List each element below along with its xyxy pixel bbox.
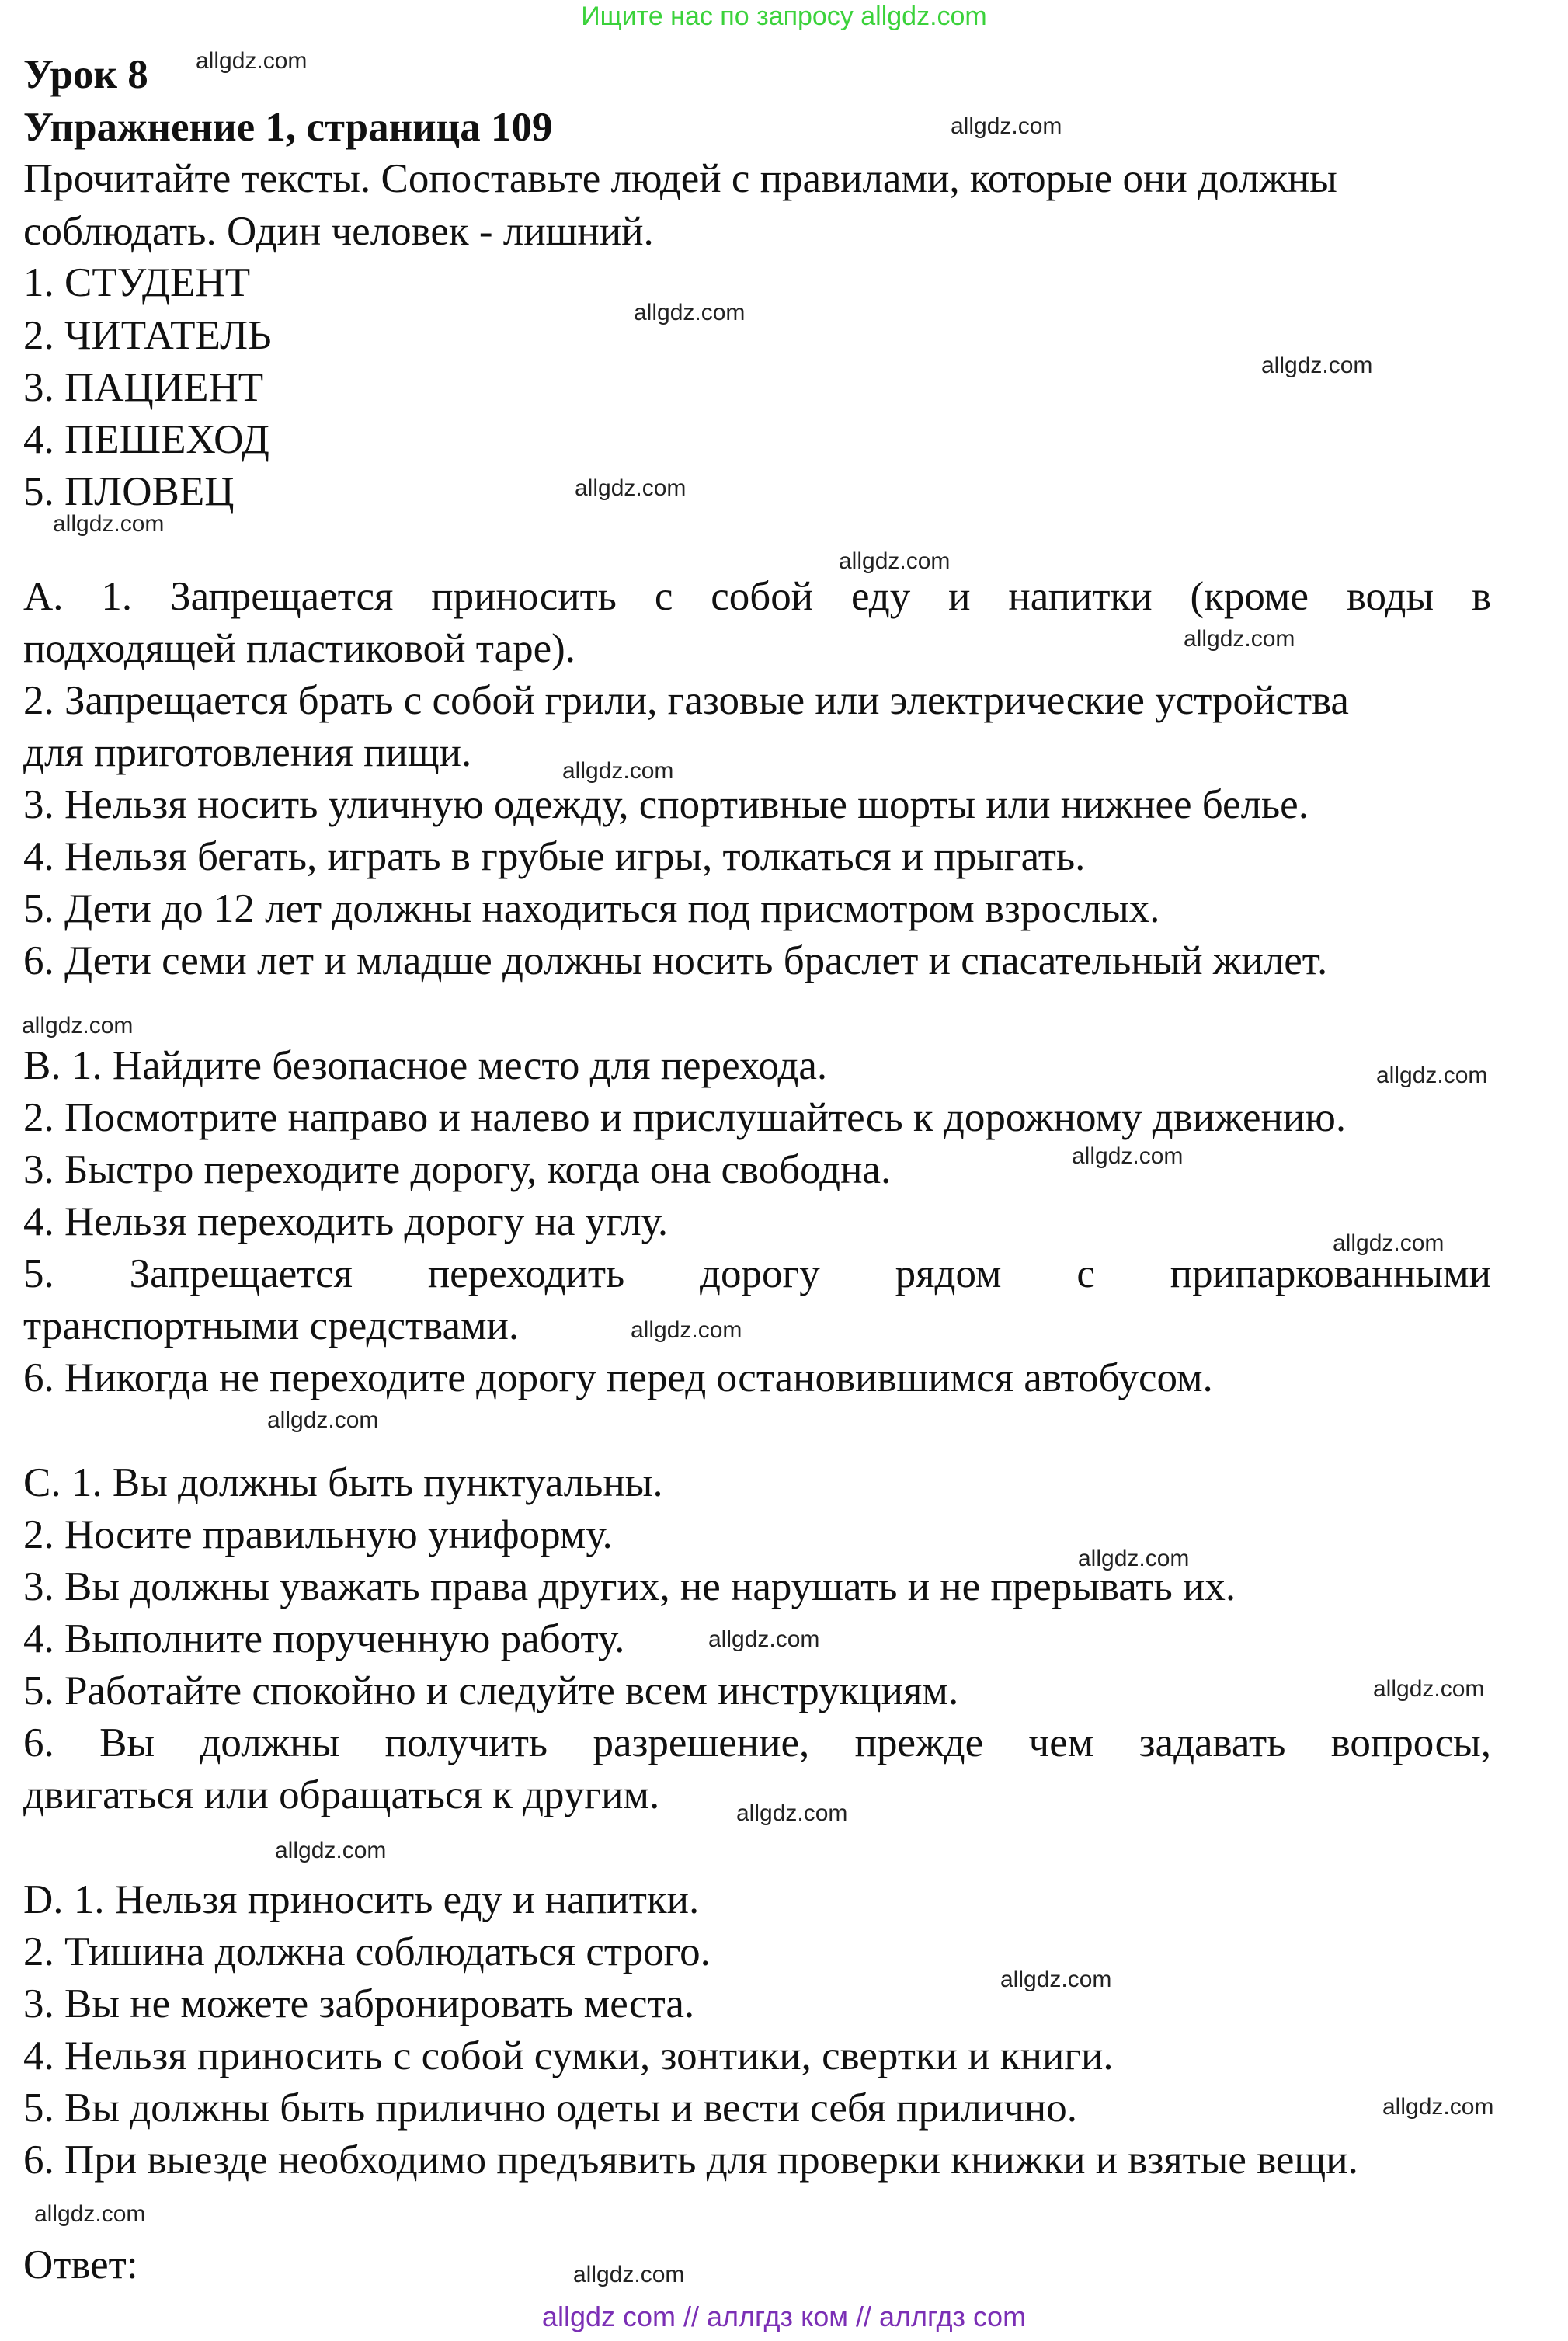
section-a-line: 4. Нельзя бегать, играть в грубые игры, толкаться и прыгать. — [23, 834, 1086, 879]
watermark: allgdz.com — [196, 48, 308, 74]
section-a-line: A. 1. Запрещается приносить с собой еду и напитки (кроме воды в — [23, 574, 1491, 619]
section-a-line: 2. Запрещается брать с собой грили, газовые или электрические устройства — [23, 678, 1349, 723]
section-a-line: 5. Дети до 12 лет должны находиться под присмотром взрослых. — [23, 886, 1160, 931]
top-link[interactable]: Ищите нас по запросу allgdz.com — [581, 2, 987, 31]
watermark: allgdz.com — [1000, 1967, 1112, 1992]
people-item: 5. ПЛОВЕЦ — [23, 469, 235, 514]
section-d-line: 4. Нельзя приносить с собой сумки, зонтики, свертки и книги. — [23, 2033, 1114, 2078]
people-item: 3. ПАЦИЕНТ — [23, 365, 264, 410]
watermark: allgdz.com — [267, 1407, 379, 1433]
answer-label: Ответ: — [23, 2242, 138, 2287]
section-c-line: 6. Вы должны получить разрешение, прежде чем задавать вопросы, — [23, 1720, 1491, 1765]
watermark: allgdz.com — [275, 1838, 387, 1863]
section-b-line: B. 1. Найдите безопасное место для перехода. — [23, 1043, 828, 1088]
watermark: allgdz.com — [575, 475, 687, 501]
watermark: allgdz.com — [1382, 2094, 1494, 2120]
watermark: allgdz.com — [573, 2262, 685, 2287]
section-c-line: C. 1. Вы должны быть пунктуальны. — [23, 1460, 663, 1505]
footer-links[interactable]: allgdz com // аллгдз ком // аллгдз com — [541, 2301, 1027, 2332]
section-b-line: транспортными средствами. — [23, 1303, 520, 1348]
section-c-line: 4. Выполните порученную работу. — [23, 1616, 625, 1661]
watermark: allgdz.com — [1072, 1143, 1184, 1169]
watermark: allgdz.com — [22, 1013, 134, 1038]
section-b-line: 3. Быстро переходите дорогу, когда она свободна. — [23, 1147, 892, 1192]
section-c-line: 3. Вы должны уважать права других, не нарушать и не прерывать их. — [23, 1564, 1236, 1609]
people-item: 4. ПЕШЕХОД — [23, 417, 269, 462]
watermark: allgdz.com — [1078, 1546, 1190, 1571]
section-c-line: 2. Носите правильную униформу. — [23, 1512, 613, 1557]
people-item: 1. СТУДЕНТ — [23, 260, 251, 305]
section-c-line: двигаться или обращаться к другим. — [23, 1772, 660, 1817]
section-a-line: подходящей пластиковой таре). — [23, 626, 576, 671]
watermark: allgdz.com — [34, 2201, 146, 2227]
section-b-line: 4. Нельзя переходить дорогу на углу. — [23, 1199, 669, 1244]
section-a-line: для приготовления пищи. — [23, 730, 472, 775]
section-a-line: 6. Дети семи лет и младше должны носить браслет и спасательный жилет. — [23, 938, 1328, 983]
section-b-line: 2. Посмотрите направо и налево и прислушайтесь к дорожному движению. — [23, 1095, 1347, 1140]
exercise-title: Упражнение 1, страница 109 — [23, 105, 553, 150]
watermark: allgdz.com — [1373, 1676, 1485, 1702]
watermark: allgdz.com — [839, 548, 951, 574]
section-d-line: 5. Вы должны быть прилично одеты и вести себя прилично. — [23, 2085, 1077, 2131]
watermark: allgdz.com — [736, 1800, 848, 1826]
section-b-line: 5. Запрещается переходить дорогу рядом с припаркованными — [23, 1251, 1491, 1296]
section-a-line: 3. Нельзя носить уличную одежду, спортивные шорты или нижнее белье. — [23, 782, 1309, 827]
section-c-line: 5. Работайте спокойно и следуйте всем инструкциям. — [23, 1668, 959, 1713]
section-d-line: D. 1. Нельзя приносить еду и напитки. — [23, 1877, 700, 1922]
watermark: allgdz.com — [631, 1317, 742, 1343]
watermark: allgdz.com — [1333, 1230, 1445, 1256]
section-d-line: 3. Вы не можете забронировать места. — [23, 1981, 695, 2026]
watermark: allgdz.com — [634, 300, 746, 325]
watermark: allgdz.com — [1184, 626, 1295, 652]
section-d-line: 6. При выезде необходимо предъявить для проверки книжки и взятые вещи. — [23, 2138, 1358, 2183]
people-item: 2. ЧИТАТЕЛЬ — [23, 313, 272, 358]
lesson-title: Урок 8 — [23, 52, 148, 97]
watermark: allgdz.com — [1261, 353, 1373, 378]
watermark: allgdz.com — [53, 511, 165, 537]
section-b-line: 6. Никогда не переходите дорогу перед остановившимся автобусом. — [23, 1355, 1213, 1400]
watermark: allgdz.com — [951, 113, 1062, 139]
instruction-line: Прочитайте тексты. Сопоставьте людей с правилами, которые они должны — [23, 156, 1337, 201]
watermark: allgdz.com — [1376, 1063, 1488, 1088]
instruction-line: соблюдать. Один человек - лишний. — [23, 209, 654, 254]
watermark: allgdz.com — [562, 758, 674, 784]
watermark: allgdz.com — [708, 1626, 820, 1652]
section-d-line: 2. Тишина должна соблюдаться строго. — [23, 1929, 711, 1974]
